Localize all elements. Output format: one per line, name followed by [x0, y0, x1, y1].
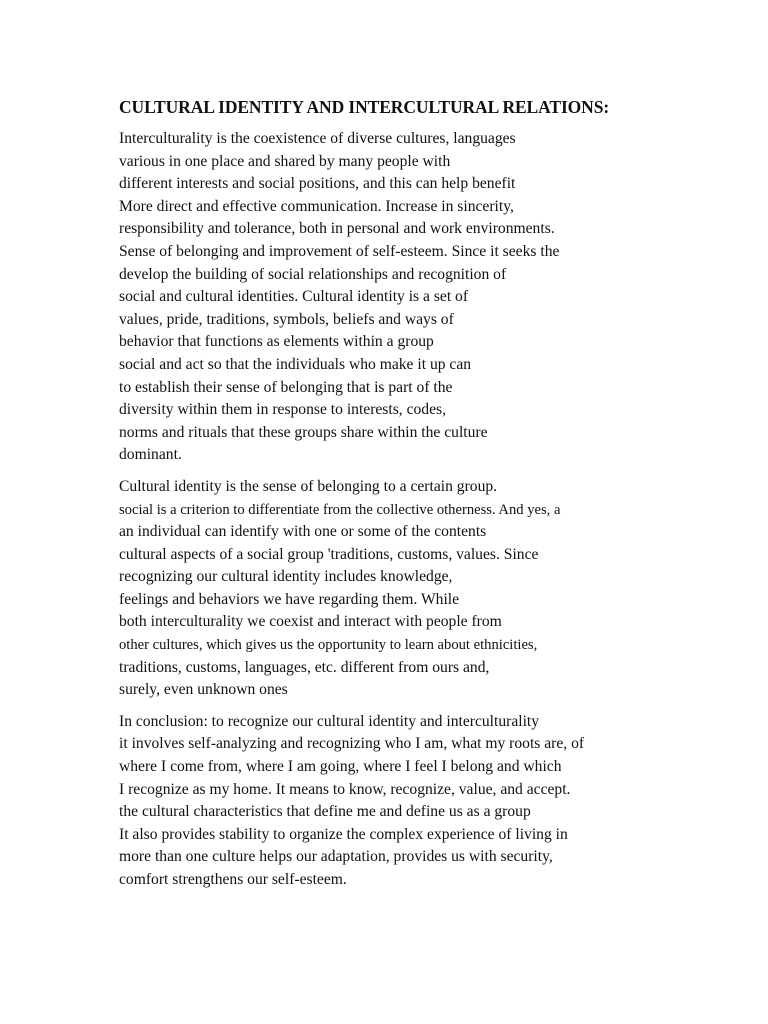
- text-line: an individual can identify with one or some of the contents: [119, 523, 487, 541]
- text-line: develop the building of social relationships and recognition of: [119, 265, 507, 283]
- text-line: various in one place and shared by many people with: [119, 152, 451, 170]
- text-line: social and act so that the individuals who make it up can: [119, 355, 472, 373]
- text-line: diversity within them in response to interests, codes,: [119, 401, 446, 419]
- text-line: where I come from, where I am going, where I feel I belong and which: [119, 758, 562, 776]
- text-line: dominant.: [119, 446, 182, 464]
- text-line: social and cultural identities. Cultural identity is a set of: [119, 288, 469, 306]
- text-line: I recognize as my home. It means to know, recognize, value, and accept.: [119, 780, 571, 798]
- text-line: social is a criterion to differentiate from the collective otherness. And yes, a: [119, 501, 561, 518]
- document-title: CULTURAL IDENTITY AND INTERCULTURAL RELATIONS:: [119, 97, 610, 117]
- paragraph-1: [119, 128, 749, 467]
- text-line: to establish their sense of belonging that is part of the: [119, 378, 453, 396]
- paragraph-3: [119, 711, 749, 892]
- text-line: More direct and effective communication. Increase in sincerity,: [119, 197, 514, 215]
- text-line: cultural aspects of a social group 'traditions, customs, values. Since: [119, 545, 539, 563]
- text-line: responsibility and tolerance, both in personal and work environments.: [119, 220, 555, 238]
- text-line: different interests and social positions, and this can help benefit: [119, 175, 516, 193]
- text-line: feelings and behaviors we have regarding them. While: [119, 590, 460, 608]
- text-line: it involves self-analyzing and recognizing who I am, what my roots are, of: [119, 735, 585, 753]
- text-line: Sense of belonging and improvement of self-esteem. Since it seeks the: [119, 242, 560, 260]
- text-line: Cultural identity is the sense of belonging to a certain group.: [119, 477, 498, 495]
- text-line: behavior that functions as elements within a group: [119, 333, 434, 351]
- text-line: traditions, customs, languages, etc. different from ours and,: [119, 658, 490, 676]
- text-line: the cultural characteristics that define me and define us as a group: [119, 803, 531, 821]
- text-line: It also provides stability to organize the complex experience of living in: [119, 825, 568, 843]
- text-line: comfort strengthens our self-esteem.: [119, 871, 347, 888]
- paragraph-2: [119, 476, 749, 702]
- text-line: more than one culture helps our adaptation, provides us with security,: [119, 848, 553, 866]
- text-line: other cultures, which gives us the opportunity to learn about ethnicities,: [119, 637, 538, 654]
- document-page: [119, 96, 749, 901]
- text-line: both interculturality we coexist and interact with people from: [119, 613, 502, 631]
- text-line: norms and rituals that these groups share within the culture: [119, 423, 488, 441]
- text-line: values, pride, traditions, symbols, beliefs and ways of: [119, 310, 454, 328]
- text-line: Interculturality is the coexistence of diverse cultures, languages: [119, 130, 516, 147]
- text-line: In conclusion: to recognize our cultural identity and interculturality: [119, 712, 540, 730]
- text-line: surely, even unknown ones: [119, 681, 288, 699]
- text-line: recognizing our cultural identity includes knowledge,: [119, 568, 453, 586]
